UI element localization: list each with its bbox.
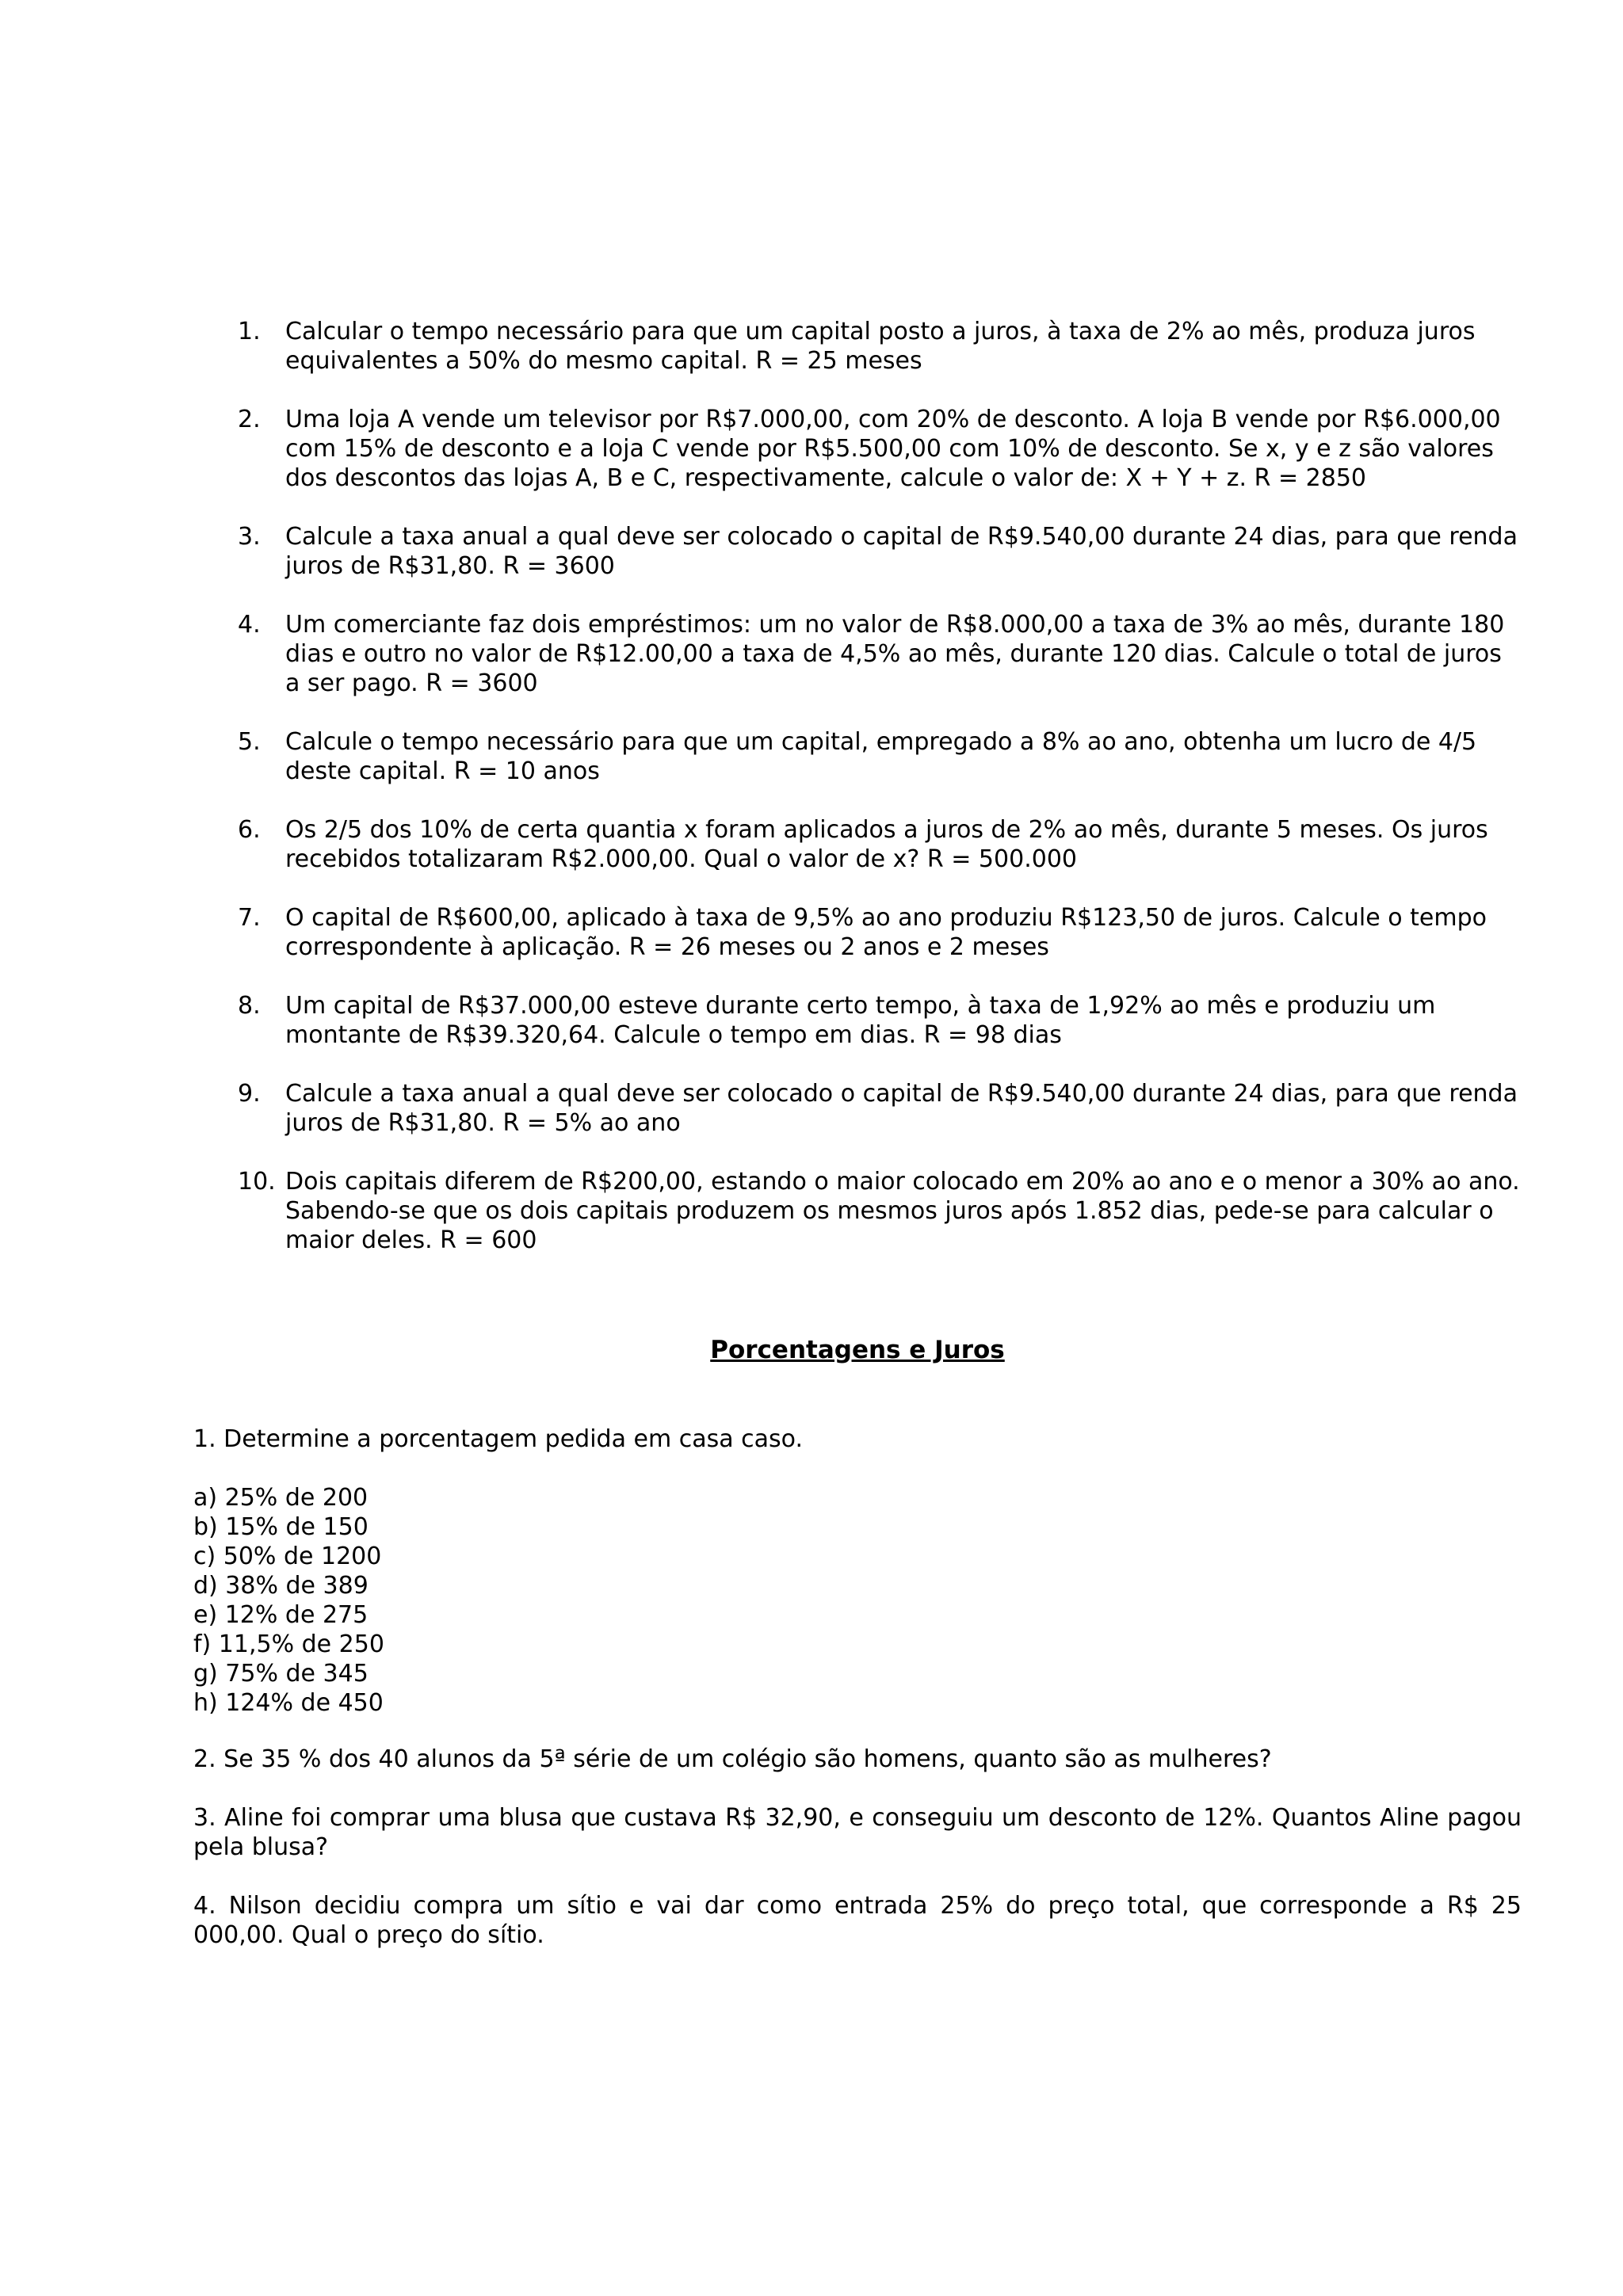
- exercise-number: 9.: [238, 1080, 261, 1108]
- exercise-item: [238, 610, 1522, 698]
- percentage-item: g) 75% de 345: [193, 1660, 369, 1688]
- exercise-item: [238, 991, 1522, 1050]
- exercise-text: Calcule a taxa anual a qual deve ser colocado o capital de R$9.540,00 durante 24 dias, para que renda juros de R$31,80. R = 5% ao ano: [285, 1080, 1518, 1137]
- exercise-item: [238, 1167, 1522, 1255]
- percentage-item: f) 11,5% de 250: [193, 1630, 384, 1658]
- exercise-text: Dois capitais diferem de R$200,00, estando o maior colocado em 20% ao ano e o menor a 30% ao ano. Sabendo-se que os dois capitais produzem os mesmos juros após 1.852 dias, pede-se para calcular o maior deles. R = 600: [285, 1168, 1520, 1254]
- exercise-item: [238, 1079, 1522, 1138]
- exercise-number: 2.: [238, 406, 261, 433]
- exercise-text: Um comerciante faz dois empréstimos: um no valor de R$8.000,00 a taxa de 3% ao mês, durante 180 dias e outro no valor de R$12.00,00 a taxa de 4,5% ao mês, durante 120 dias. Calcule o total de juros a ser pago. R = 3600: [285, 611, 1505, 697]
- exercise-number: 8.: [238, 992, 261, 1020]
- exercise-item: [238, 405, 1522, 493]
- exercise-number: 1.: [238, 318, 261, 345]
- percentage-items: [193, 1483, 384, 1718]
- exercise-text: Calcule o tempo necessário para que um capital, empregado a 8% ao ano, obtenha um lucro de 4/5 deste capital. R = 10 anos: [285, 728, 1477, 785]
- question-3: 3. Aline foi comprar uma blusa que custava R$ 32,90, e conseguiu um desconto de 12%. Quantos Aline pagou pela blusa?: [193, 1804, 1522, 1861]
- exercise-item: [238, 317, 1522, 376]
- exercise-item: [238, 903, 1522, 962]
- exercise-text: Um capital de R$37.000,00 esteve durante certo tempo, à taxa de 1,92% ao mês e produziu um montante de R$39.320,64. Calcule o tempo em dias. R = 98 dias: [285, 992, 1436, 1049]
- percentage-item: d) 38% de 389: [193, 1572, 369, 1600]
- exercise-text: Os 2/5 dos 10% de certa quantia x foram aplicados a juros de 2% ao mês, durante 5 meses. Os juros recebidos totalizaram R$2.000,00. Qual o valor de x? R = 500.000: [285, 816, 1488, 873]
- exercise-number: 10.: [238, 1168, 276, 1196]
- exercise-number: 6.: [238, 816, 261, 844]
- percentage-item: a) 25% de 200: [193, 1484, 369, 1512]
- exercise-number: 4.: [238, 611, 261, 639]
- exercise-text: Calcule a taxa anual a qual deve ser colocado o capital de R$9.540,00 durante 24 dias, para que renda juros de R$31,80. R = 3600: [285, 523, 1518, 580]
- question-1: 1. Determine a porcentagem pedida em casa caso.: [193, 1425, 804, 1453]
- percentage-item: e) 12% de 275: [193, 1601, 369, 1629]
- percentage-item: c) 50% de 1200: [193, 1543, 382, 1570]
- section-title: Porcentagens e Juros: [710, 1336, 1005, 1364]
- exercise-item: [238, 522, 1522, 581]
- question-2: 2. Se 35 % dos 40 alunos da 5ª série de um colégio são homens, quanto são as mulheres?: [193, 1745, 1272, 1773]
- exercise-text: Uma loja A vende um televisor por R$7.000,00, com 20% de desconto. A loja B vende por R$6.000,00 com 15% de desconto e a loja C vende por R$5.500,00 com 10% de desconto. Se x, y e z são valores dos descontos das lojas A, B e C, respectivamente, calcule o valor de: X + Y + z. R = 2850: [285, 406, 1501, 492]
- exercise-text: O capital de R$600,00, aplicado à taxa de 9,5% ao ano produziu R$123,50 de juros. Calcule o tempo correspondente à aplicação. R = 26 meses ou 2 anos e 2 meses: [285, 904, 1487, 961]
- exercise-list: [238, 317, 1522, 1284]
- exercise-item: [238, 815, 1522, 874]
- exercise-item: [238, 727, 1522, 786]
- exercise-number: 7.: [238, 904, 261, 932]
- exercise-number: 3.: [238, 523, 261, 551]
- exercise-number: 5.: [238, 728, 261, 756]
- question-4: 4. Nilson decidiu compra um sítio e vai dar como entrada 25% do preço total, que corresponde a R$ 25 000,00. Qual o preço do sítio.: [193, 1892, 1522, 1949]
- exercise-text: Calcular o tempo necessário para que um capital posto a juros, à taxa de 2% ao mês, produza juros equivalentes a 50% do mesmo capital. R = 25 meses: [285, 318, 1476, 375]
- percentage-item: h) 124% de 450: [193, 1689, 384, 1717]
- percentage-item: b) 15% de 150: [193, 1513, 369, 1541]
